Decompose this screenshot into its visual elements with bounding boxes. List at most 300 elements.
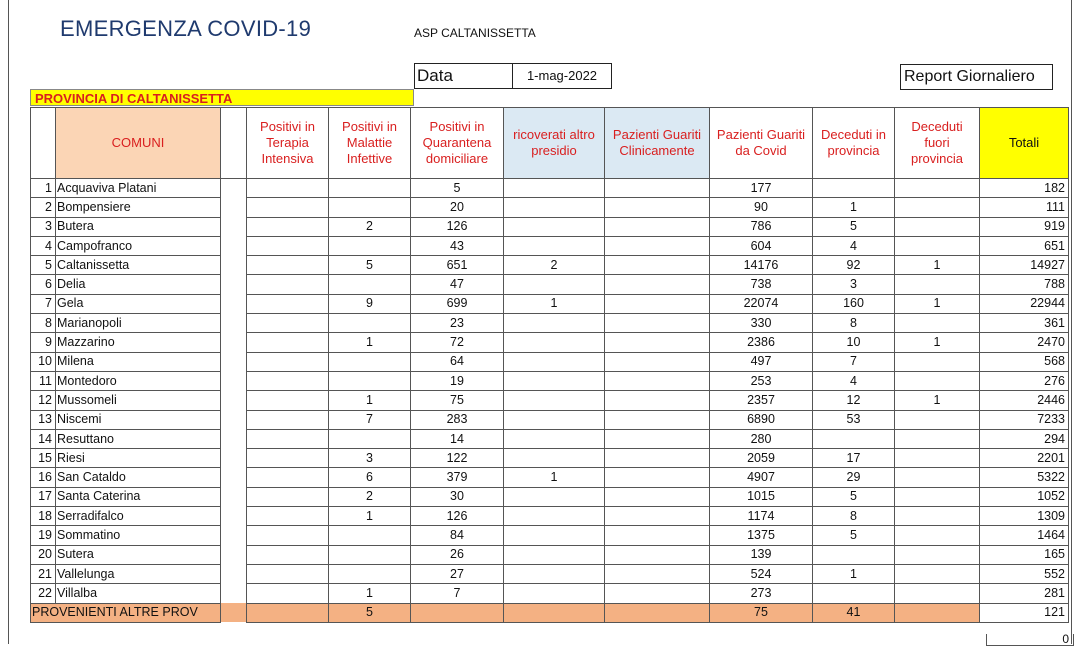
cell-tot[interactable]: 1309	[980, 507, 1069, 526]
cell-dp[interactable]: 1	[813, 564, 895, 583]
cell-n[interactable]: 8	[31, 314, 56, 333]
cell-dp[interactable]: 17	[813, 449, 895, 468]
cell-gap[interactable]	[221, 526, 247, 545]
provenienti-label: PROVENIENTI ALTRE PROV	[31, 603, 221, 622]
cell-gc[interactable]	[605, 314, 710, 333]
provenienti-cell-dp[interactable]: 41	[813, 603, 895, 622]
provenienti-cell-tot[interactable]: 121	[980, 603, 1069, 622]
header-guariti-covid: Pazienti Guariti da Covid	[710, 108, 813, 179]
cell-df[interactable]	[895, 314, 980, 333]
table-row	[31, 352, 1069, 371]
cell-mi[interactable]	[329, 429, 411, 448]
cell-gap[interactable]	[221, 487, 247, 506]
cell-gv[interactable]: 2357	[710, 391, 813, 410]
cell-ti[interactable]	[247, 584, 329, 603]
cell-qd[interactable]: 64	[411, 352, 504, 371]
cell-gap[interactable]	[221, 333, 247, 352]
cell-gap[interactable]	[221, 294, 247, 313]
cell-name[interactable]: Marianopoli	[56, 314, 221, 333]
cell-qd[interactable]: 20	[411, 198, 504, 217]
provenienti-cell-gc[interactable]	[605, 603, 710, 622]
cell-ti[interactable]	[247, 352, 329, 371]
report-label: Report Giornaliero	[900, 64, 1053, 90]
cell-gv[interactable]: 738	[710, 275, 813, 294]
cell-dp[interactable]: 5	[813, 526, 895, 545]
table-row	[31, 507, 1069, 526]
cell-rp[interactable]	[504, 236, 605, 255]
cell-dp[interactable]: 7	[813, 352, 895, 371]
cell-gc[interactable]	[605, 294, 710, 313]
cell-mi[interactable]: 1	[329, 333, 411, 352]
cell-qd[interactable]: 26	[411, 545, 504, 564]
cell-gap[interactable]	[221, 391, 247, 410]
cell-rp[interactable]	[504, 545, 605, 564]
cell-tot[interactable]: 276	[980, 371, 1069, 390]
cell-df[interactable]	[895, 371, 980, 390]
cell-qd[interactable]: 126	[411, 217, 504, 236]
cell-ti[interactable]	[247, 371, 329, 390]
cell-df[interactable]	[895, 179, 980, 198]
cell-dp[interactable]: 8	[813, 314, 895, 333]
cell-ti[interactable]	[247, 275, 329, 294]
cell-df[interactable]	[895, 449, 980, 468]
cell-name[interactable]: Butera	[56, 217, 221, 236]
cell-df[interactable]	[895, 487, 980, 506]
cell-ti[interactable]	[247, 468, 329, 487]
cell-gv[interactable]: 2059	[710, 449, 813, 468]
asp-label: ASP CALTANISSETTA	[414, 26, 536, 40]
provenienti-cell-qd[interactable]	[411, 603, 504, 622]
cell-rp[interactable]: 1	[504, 468, 605, 487]
cell-tot[interactable]: 165	[980, 545, 1069, 564]
cell-gap[interactable]	[221, 352, 247, 371]
cell-gv[interactable]: 139	[710, 545, 813, 564]
cell-name[interactable]: Riesi	[56, 449, 221, 468]
cell-gv[interactable]: 786	[710, 217, 813, 236]
cell-dp[interactable]: 160	[813, 294, 895, 313]
cell-gc[interactable]	[605, 217, 710, 236]
cell-df[interactable]	[895, 236, 980, 255]
cell-gc[interactable]	[605, 584, 710, 603]
cell-gc[interactable]	[605, 507, 710, 526]
cell-mi[interactable]: 5	[329, 256, 411, 275]
cell-gv[interactable]: 22074	[710, 294, 813, 313]
cell-df[interactable]	[895, 584, 980, 603]
cell-gv[interactable]: 497	[710, 352, 813, 371]
cell-qd[interactable]: 84	[411, 526, 504, 545]
table-row	[31, 217, 1069, 236]
cell-tot[interactable]: 1464	[980, 526, 1069, 545]
cell-ti[interactable]	[247, 429, 329, 448]
cell-qd[interactable]: 75	[411, 391, 504, 410]
cell-mi[interactable]	[329, 314, 411, 333]
cell-ti[interactable]	[247, 198, 329, 217]
cell-ti[interactable]	[247, 545, 329, 564]
cell-n[interactable]: 21	[31, 564, 56, 583]
header-deceduti-fuori: Deceduti fuori provincia	[895, 108, 980, 179]
table-row	[31, 294, 1069, 313]
cell-tot[interactable]: 568	[980, 352, 1069, 371]
cell-df[interactable]	[895, 352, 980, 371]
cell-dp[interactable]: 10	[813, 333, 895, 352]
provenienti-cell-gap[interactable]	[221, 603, 247, 622]
cell-mi[interactable]: 6	[329, 468, 411, 487]
cell-gc[interactable]	[605, 179, 710, 198]
covid-table	[30, 107, 1069, 623]
cell-name[interactable]: Vallelunga	[56, 564, 221, 583]
cell-dp[interactable]: 4	[813, 371, 895, 390]
provenienti-row	[31, 603, 1069, 622]
cell-tot[interactable]: 1052	[980, 487, 1069, 506]
provenienti-cell-gv[interactable]: 75	[710, 603, 813, 622]
cell-name[interactable]: Mazzarino	[56, 333, 221, 352]
cell-ti[interactable]	[247, 179, 329, 198]
cell-rp[interactable]	[504, 391, 605, 410]
cell-tot[interactable]: 281	[980, 584, 1069, 603]
cell-gc[interactable]	[605, 526, 710, 545]
cell-tot[interactable]: 5322	[980, 468, 1069, 487]
cell-qd[interactable]: 122	[411, 449, 504, 468]
cell-gap[interactable]	[221, 584, 247, 603]
cell-tot[interactable]: 7233	[980, 410, 1069, 429]
cell-gap[interactable]	[221, 410, 247, 429]
cell-qd[interactable]: 27	[411, 564, 504, 583]
cell-mi[interactable]	[329, 526, 411, 545]
table-row	[31, 371, 1069, 390]
cell-gc[interactable]	[605, 429, 710, 448]
cell-dp[interactable]	[813, 429, 895, 448]
table-row	[31, 468, 1069, 487]
cell-ti[interactable]	[247, 217, 329, 236]
cell-mi[interactable]: 9	[329, 294, 411, 313]
cell-gap[interactable]	[221, 217, 247, 236]
cell-name[interactable]: Serradifalco	[56, 507, 221, 526]
cell-gv[interactable]: 1174	[710, 507, 813, 526]
header-index	[31, 108, 56, 179]
cell-n[interactable]: 11	[31, 371, 56, 390]
cell-rp[interactable]	[504, 564, 605, 583]
cell-gc[interactable]	[605, 468, 710, 487]
cell-df[interactable]	[895, 410, 980, 429]
cell-rp[interactable]	[504, 487, 605, 506]
cell-n[interactable]: 16	[31, 468, 56, 487]
cell-tot[interactable]: 2446	[980, 391, 1069, 410]
table-row	[31, 275, 1069, 294]
cell-dp[interactable]	[813, 584, 895, 603]
cell-qd[interactable]: 126	[411, 507, 504, 526]
cell-tot[interactable]: 788	[980, 275, 1069, 294]
cell-name[interactable]: Sommatino	[56, 526, 221, 545]
cell-name[interactable]: Sutera	[56, 545, 221, 564]
cell-qd[interactable]: 651	[411, 256, 504, 275]
cell-dp[interactable]: 29	[813, 468, 895, 487]
cell-gv[interactable]: 253	[710, 371, 813, 390]
cell-mi[interactable]: 1	[329, 391, 411, 410]
cell-gv[interactable]: 177	[710, 179, 813, 198]
cell-tot[interactable]: 919	[980, 217, 1069, 236]
cell-gap[interactable]	[221, 564, 247, 583]
cell-gc[interactable]	[605, 391, 710, 410]
cell-name[interactable]: Mussomeli	[56, 391, 221, 410]
cell-rp[interactable]	[504, 526, 605, 545]
cell-gc[interactable]	[605, 545, 710, 564]
cell-n[interactable]: 17	[31, 487, 56, 506]
cell-tot[interactable]: 552	[980, 564, 1069, 583]
cell-gap[interactable]	[221, 256, 247, 275]
cell-rp[interactable]	[504, 198, 605, 217]
cell-ti[interactable]	[247, 333, 329, 352]
cell-df[interactable]	[895, 564, 980, 583]
cell-gc[interactable]	[605, 410, 710, 429]
cell-dp[interactable]: 92	[813, 256, 895, 275]
cell-dp[interactable]	[813, 545, 895, 564]
cell-n[interactable]: 5	[31, 256, 56, 275]
cell-rp[interactable]	[504, 410, 605, 429]
cell-gap[interactable]	[221, 314, 247, 333]
cell-dp[interactable]: 5	[813, 487, 895, 506]
cell-gv[interactable]: 1015	[710, 487, 813, 506]
extra-total-cell: 0	[986, 634, 1074, 646]
header-terapia: Positivi in Terapia Intensiva	[247, 108, 329, 179]
cell-tot[interactable]: 111	[980, 198, 1069, 217]
cell-rp[interactable]	[504, 352, 605, 371]
cell-tot[interactable]: 14927	[980, 256, 1069, 275]
cell-df[interactable]: 1	[895, 391, 980, 410]
cell-qd[interactable]: 43	[411, 236, 504, 255]
cell-ti[interactable]	[247, 391, 329, 410]
table-row	[31, 410, 1069, 429]
cell-n[interactable]: 22	[31, 584, 56, 603]
cell-mi[interactable]: 3	[329, 449, 411, 468]
cell-qd[interactable]: 72	[411, 333, 504, 352]
table-row	[31, 391, 1069, 410]
provenienti-cell-ti[interactable]	[247, 603, 329, 622]
cell-gc[interactable]	[605, 275, 710, 294]
cell-dp[interactable]: 1	[813, 198, 895, 217]
cell-gap[interactable]	[221, 449, 247, 468]
cell-df[interactable]: 1	[895, 333, 980, 352]
cell-dp[interactable]: 5	[813, 217, 895, 236]
cell-df[interactable]	[895, 526, 980, 545]
cell-n[interactable]: 19	[31, 526, 56, 545]
cell-mi[interactable]	[329, 371, 411, 390]
cell-gap[interactable]	[221, 236, 247, 255]
cell-gc[interactable]	[605, 256, 710, 275]
provenienti-cell-mi[interactable]: 5	[329, 603, 411, 622]
cell-qd[interactable]: 5	[411, 179, 504, 198]
cell-rp[interactable]	[504, 507, 605, 526]
cell-gv[interactable]: 14176	[710, 256, 813, 275]
cell-name[interactable]: San Cataldo	[56, 468, 221, 487]
cell-qd[interactable]: 14	[411, 429, 504, 448]
cell-rp[interactable]	[504, 333, 605, 352]
cell-gv[interactable]: 280	[710, 429, 813, 448]
cell-gc[interactable]	[605, 352, 710, 371]
cell-name[interactable]: Caltanissetta	[56, 256, 221, 275]
cell-ti[interactable]	[247, 236, 329, 255]
header-gap	[221, 108, 247, 179]
cell-df[interactable]	[895, 198, 980, 217]
cell-name[interactable]: Milena	[56, 352, 221, 371]
cell-qd[interactable]: 379	[411, 468, 504, 487]
cell-n[interactable]: 12	[31, 391, 56, 410]
cell-df[interactable]	[895, 429, 980, 448]
cell-rp[interactable]	[504, 179, 605, 198]
cell-ti[interactable]	[247, 449, 329, 468]
cell-mi[interactable]: 1	[329, 584, 411, 603]
cell-name[interactable]: Villalba	[56, 584, 221, 603]
cell-n[interactable]: 1	[31, 179, 56, 198]
cell-gc[interactable]	[605, 564, 710, 583]
cell-gap[interactable]	[221, 507, 247, 526]
cell-ti[interactable]	[247, 564, 329, 583]
cell-ti[interactable]	[247, 256, 329, 275]
header-quarantena: Positivi in Quarantena domiciliare	[411, 108, 504, 179]
cell-dp[interactable]	[813, 179, 895, 198]
cell-n[interactable]: 10	[31, 352, 56, 371]
cell-qd[interactable]: 699	[411, 294, 504, 313]
cell-gv[interactable]: 2386	[710, 333, 813, 352]
cell-qd[interactable]: 7	[411, 584, 504, 603]
cell-mi[interactable]	[329, 275, 411, 294]
cell-ti[interactable]	[247, 294, 329, 313]
cell-mi[interactable]: 2	[329, 217, 411, 236]
cell-tot[interactable]: 182	[980, 179, 1069, 198]
cell-name[interactable]: Niscemi	[56, 410, 221, 429]
cell-tot[interactable]: 2201	[980, 449, 1069, 468]
cell-tot[interactable]: 651	[980, 236, 1069, 255]
cell-ti[interactable]	[247, 507, 329, 526]
cell-rp[interactable]	[504, 449, 605, 468]
cell-mi[interactable]: 1	[329, 507, 411, 526]
cell-name[interactable]: Delia	[56, 275, 221, 294]
cell-gv[interactable]: 1375	[710, 526, 813, 545]
date-label: Data	[414, 63, 516, 89]
cell-gc[interactable]	[605, 236, 710, 255]
cell-n[interactable]: 4	[31, 236, 56, 255]
cell-gc[interactable]	[605, 449, 710, 468]
cell-gc[interactable]	[605, 487, 710, 506]
cell-qd[interactable]: 30	[411, 487, 504, 506]
cell-mi[interactable]: 7	[329, 410, 411, 429]
cell-rp[interactable]	[504, 275, 605, 294]
cell-qd[interactable]: 47	[411, 275, 504, 294]
cell-gap[interactable]	[221, 179, 247, 198]
cell-dp[interactable]: 8	[813, 507, 895, 526]
cell-mi[interactable]	[329, 564, 411, 583]
cell-tot[interactable]: 361	[980, 314, 1069, 333]
cell-gap[interactable]	[221, 429, 247, 448]
cell-df[interactable]	[895, 468, 980, 487]
table-row	[31, 236, 1069, 255]
cell-gap[interactable]	[221, 545, 247, 564]
table-row	[31, 314, 1069, 333]
cell-gv[interactable]: 90	[710, 198, 813, 217]
cell-mi[interactable]	[329, 198, 411, 217]
cell-rp[interactable]	[504, 429, 605, 448]
cell-ti[interactable]	[247, 526, 329, 545]
cell-name[interactable]: Gela	[56, 294, 221, 313]
provenienti-cell-df[interactable]	[895, 603, 980, 622]
cell-n[interactable]: 2	[31, 198, 56, 217]
cell-name[interactable]: Bompensiere	[56, 198, 221, 217]
cell-gap[interactable]	[221, 371, 247, 390]
cell-gv[interactable]: 273	[710, 584, 813, 603]
cell-n[interactable]: 9	[31, 333, 56, 352]
cell-qd[interactable]: 283	[411, 410, 504, 429]
cell-ti[interactable]	[247, 410, 329, 429]
cell-df[interactable]	[895, 217, 980, 236]
cell-gc[interactable]	[605, 371, 710, 390]
cell-gv[interactable]: 330	[710, 314, 813, 333]
cell-tot[interactable]: 2470	[980, 333, 1069, 352]
cell-qd[interactable]: 23	[411, 314, 504, 333]
cell-rp[interactable]	[504, 371, 605, 390]
cell-gc[interactable]	[605, 333, 710, 352]
cell-n[interactable]: 18	[31, 507, 56, 526]
cell-gv[interactable]: 4907	[710, 468, 813, 487]
cell-tot[interactable]: 22944	[980, 294, 1069, 313]
provenienti-cell-rp[interactable]	[504, 603, 605, 622]
cell-rp[interactable]	[504, 584, 605, 603]
cell-gap[interactable]	[221, 198, 247, 217]
cell-dp[interactable]: 12	[813, 391, 895, 410]
date-value[interactable]: 1-mag-2022	[512, 63, 612, 89]
cell-df[interactable]	[895, 275, 980, 294]
cell-rp[interactable]: 2	[504, 256, 605, 275]
cell-tot[interactable]: 294	[980, 429, 1069, 448]
cell-rp[interactable]	[504, 314, 605, 333]
cell-name[interactable]: Campofranco	[56, 236, 221, 255]
cell-ti[interactable]	[247, 314, 329, 333]
cell-mi[interactable]	[329, 236, 411, 255]
cell-mi[interactable]	[329, 179, 411, 198]
table-row	[31, 198, 1069, 217]
cell-dp[interactable]: 3	[813, 275, 895, 294]
cell-dp[interactable]: 4	[813, 236, 895, 255]
cell-name[interactable]: Santa Caterina	[56, 487, 221, 506]
cell-ti[interactable]	[247, 487, 329, 506]
cell-gv[interactable]: 604	[710, 236, 813, 255]
cell-name[interactable]: Resuttano	[56, 429, 221, 448]
cell-df[interactable]	[895, 545, 980, 564]
cell-gap[interactable]	[221, 468, 247, 487]
cell-n[interactable]: 13	[31, 410, 56, 429]
cell-gv[interactable]: 524	[710, 564, 813, 583]
cell-n[interactable]: 20	[31, 545, 56, 564]
cell-gv[interactable]: 6890	[710, 410, 813, 429]
cell-gap[interactable]	[221, 275, 247, 294]
cell-rp[interactable]: 1	[504, 294, 605, 313]
cell-name[interactable]: Montedoro	[56, 371, 221, 390]
cell-qd[interactable]: 19	[411, 371, 504, 390]
cell-df[interactable]	[895, 507, 980, 526]
cell-rp[interactable]	[504, 217, 605, 236]
cell-n[interactable]: 15	[31, 449, 56, 468]
cell-n[interactable]: 7	[31, 294, 56, 313]
cell-n[interactable]: 14	[31, 429, 56, 448]
cell-gc[interactable]	[605, 198, 710, 217]
cell-df[interactable]: 1	[895, 256, 980, 275]
cell-n[interactable]: 3	[31, 217, 56, 236]
cell-mi[interactable]	[329, 352, 411, 371]
cell-n[interactable]: 6	[31, 275, 56, 294]
cell-dp[interactable]: 53	[813, 410, 895, 429]
cell-mi[interactable]	[329, 545, 411, 564]
cell-name[interactable]: Acquaviva Platani	[56, 179, 221, 198]
cell-mi[interactable]: 2	[329, 487, 411, 506]
cell-df[interactable]: 1	[895, 294, 980, 313]
